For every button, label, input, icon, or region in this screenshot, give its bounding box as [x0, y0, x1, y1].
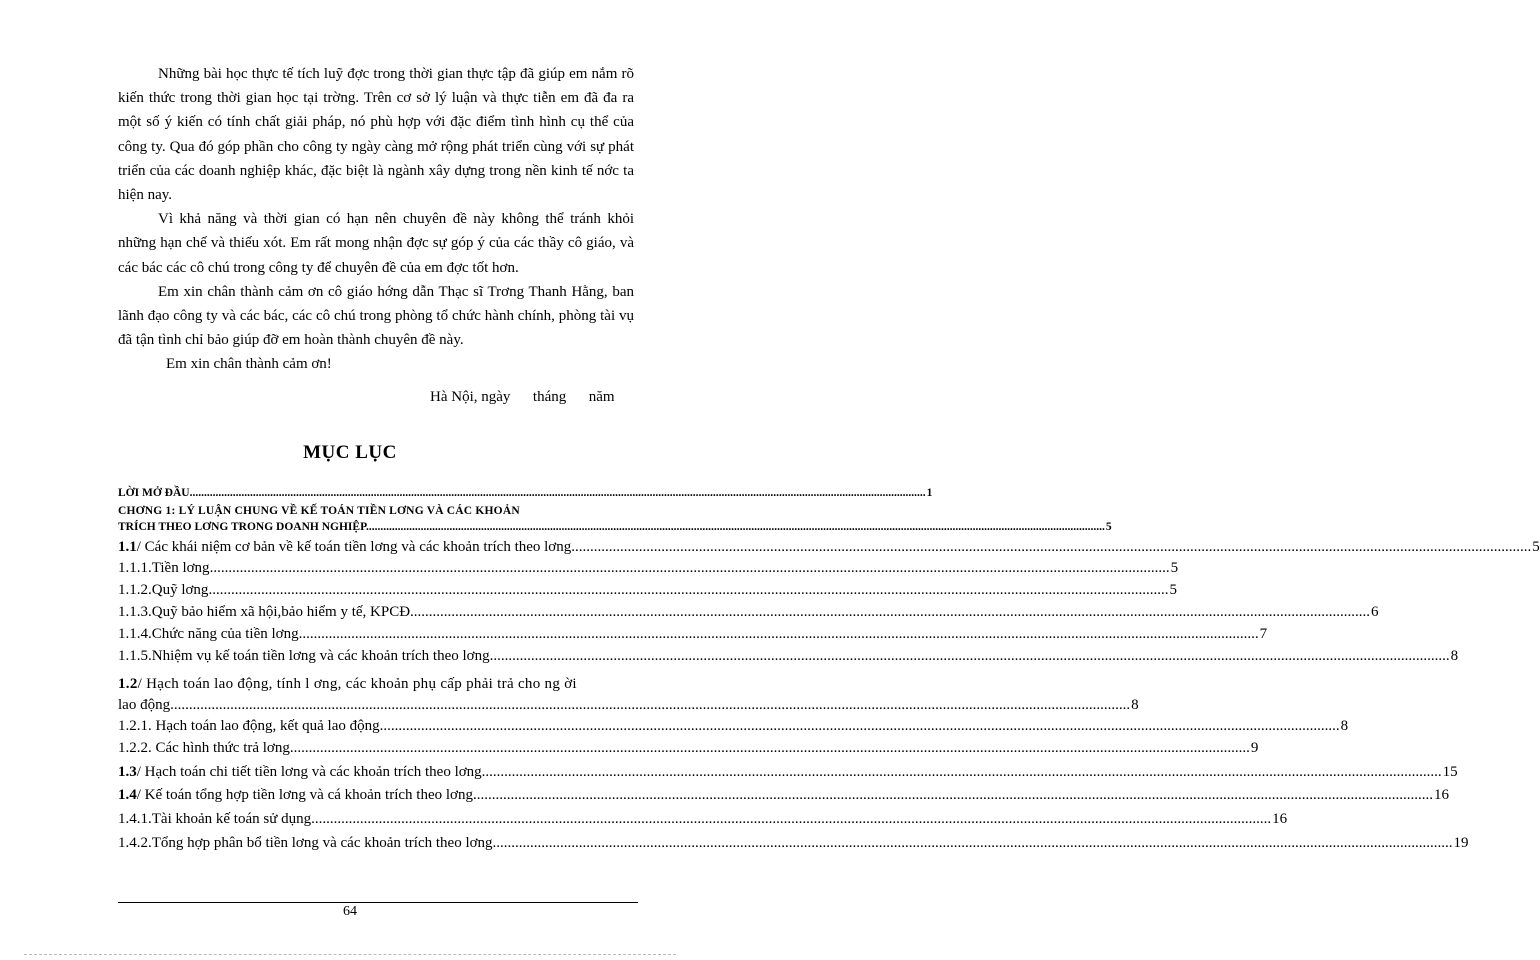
thanks-line: Em xin chân thành cảm ơn!: [166, 356, 332, 373]
section-number: 1.1: [118, 539, 137, 555]
paragraph-limitations: Vì khả năng và thời gian có hạn nên chuyên đề này không thể tránh khỏi những hạn chế và thiếu xót. Em rất mong nhận đợc sự góp ý của các thầy cô giáo, và các bác các cô chú trong công ty để chuyên đề của em đợc tốt hơn.: [118, 211, 634, 276]
toc-entry-1-1-2[interactable]: 1.1.2.Quỹ lơng ..... 5: [118, 582, 671, 604]
toc-entry-1-3[interactable]: 1.3/ Hạch toán chi tiết tiền lơng và các khoản trích theo lơng ..... 15: [118, 764, 671, 787]
page-bottom-border: [24, 954, 676, 955]
page-number: 64: [343, 904, 357, 919]
toc-entry-1-2[interactable]: 1.2/ Hạch toán lao động, tính l ơng, các khoản phụ cấp phải trả cho ng ời lao động ..... 8: [118, 674, 671, 716]
section-number: 1.3: [118, 764, 137, 780]
toc-entry-1-4-1[interactable]: 1.4.1.Tài khoản kế toán sử dụng ..... 16: [118, 811, 671, 835]
intro-text: [118, 62, 634, 377]
toc-entry-1-1-3[interactable]: 1.1.3.Quỹ bảo hiểm xã hội,bảo hiểm y tế, KPCĐ ..... 6: [118, 604, 671, 626]
toc-entry-1-1-4[interactable]: 1.1.4.Chức năng của tiền lơng ..... 7: [118, 626, 671, 648]
toc-entry-1-2-2[interactable]: 1.2.2. Các hình thức trả lơng ..... 9: [118, 740, 671, 764]
toc-entry-intro[interactable]: LỜI MỞ ĐẦU ..... 1: [118, 487, 671, 503]
paragraph-acknowledgement: Em xin chân thành cảm ơn cô giáo hớng dẫn Thạc sĩ Trơng Thanh Hằng, ban lãnh đạo công ty và các bác, các cô chú trong phòng tổ chức hành chính, phòng tài vụ đã tận tình chỉ bảo giúp đỡ em hoàn thành chuyên đề này.: [118, 283, 634, 349]
toc-entry-1-1-1[interactable]: 1.1.1.Tiền lơng ..... 5: [118, 560, 671, 582]
section-number: 1.2: [118, 676, 138, 692]
table-of-contents: [118, 487, 1540, 857]
toc-entry-1-4[interactable]: 1.4/ Kế toán tổng hợp tiền lơng và cá khoản trích theo lơng ..... 16: [118, 787, 671, 811]
toc-entry-1-1[interactable]: 1.1/ Các khái niệm cơ bản về kế toán tiền lơng và các khoản trích theo lơng ..... 5: [118, 535, 671, 560]
toc-entry-1-4-2[interactable]: 1.4.2.Tổng hợp phân bổ tiền lơng và các khoản trích theo lơng ..... 19: [118, 835, 671, 857]
dateline: Hà Nội, ngày tháng năm: [430, 389, 615, 405]
footer-rule: [118, 902, 638, 903]
paragraph-lessons: Những bài học thực tế tích luỹ đợc trong thời gian thực tập đã giúp em nắm rõ kiến thức trong thời gian học tại trờng. Trên cơ sở lý luận và thực tiễn em đã đa ra một số ý kiến có tính chất giải pháp, nó phù hợp với đặc điểm tình hình cụ thể của công ty. Qua đó góp phần cho công ty ngày càng mở rộng phát triển cùng với sự phát triển của các doanh nghiệp khác, đặc biệt là ngành xây dựng trong nền kinh tế nớc ta hiện nay.: [118, 66, 634, 204]
section-number: 1.4: [118, 787, 137, 803]
toc-title: MỤC LỤC: [303, 442, 397, 463]
toc-entry-1-2-1[interactable]: 1.2.1. Hạch toán lao động, kết quả lao động ..... 8: [118, 718, 671, 740]
toc-entry-1-1-5[interactable]: 1.1.5.Nhiệm vụ kế toán tiền lơng và các khoản trích theo lơng ..... 8: [118, 648, 671, 672]
toc-entry-chapter-1[interactable]: CHƠNG 1: LÝ LUẬN CHUNG VỀ KẾ TOÁN TIỀN LƠNG VÀ CÁC KHOẢN TRÍCH THEO LƠNG TRONG DOANH NGHIỆP. ..... 5: [118, 503, 671, 535]
